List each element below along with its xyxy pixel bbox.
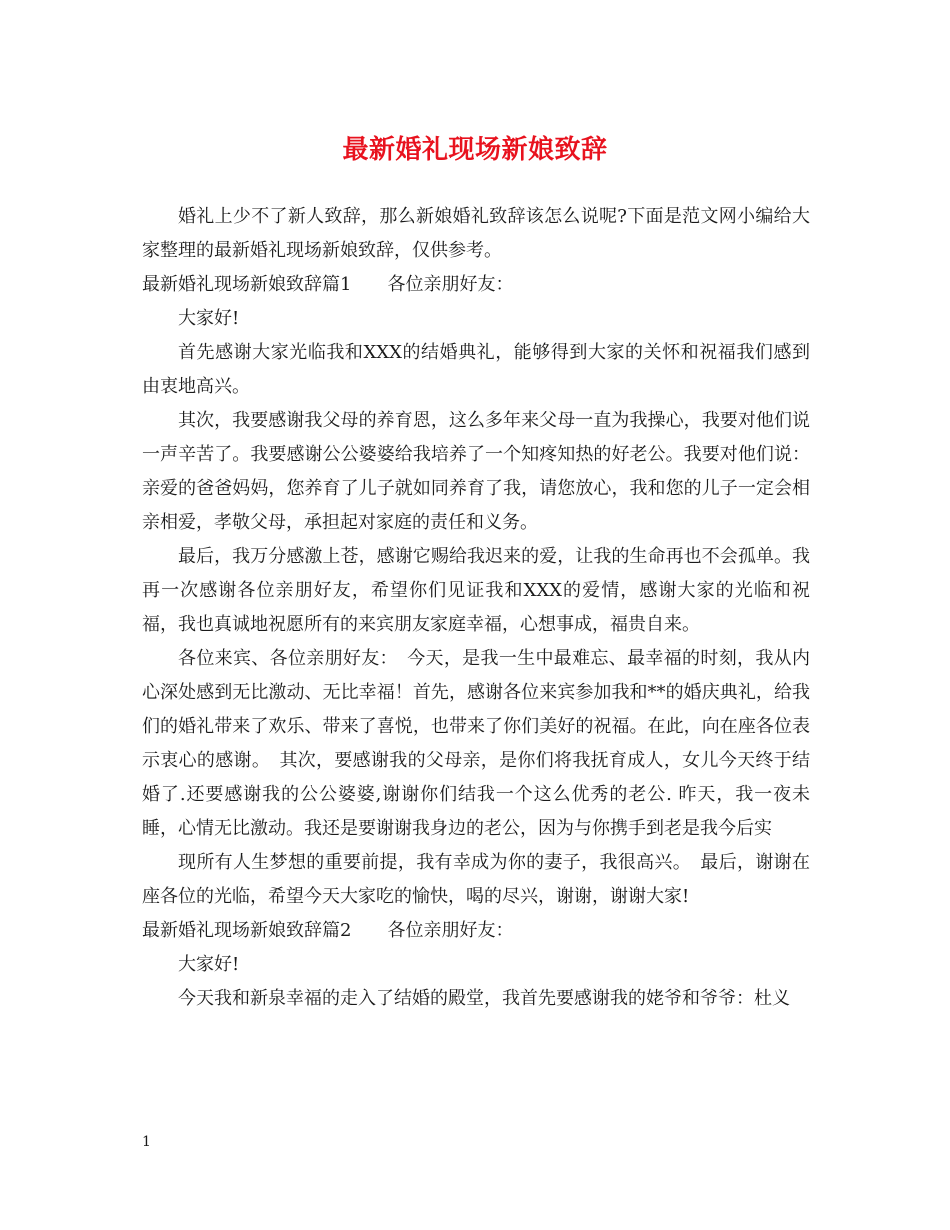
paragraph-greeting: 大家好! bbox=[178, 308, 240, 329]
paragraph: 现所有人生梦想的重要前提，我有幸成为你的妻子，我很高兴。 最后，谢谢在座各位的光临，希望今天大家吃的愉快，喝的尽兴，谢谢，谢谢大家! bbox=[142, 852, 810, 907]
paragraph: 今天我和新泉幸福的走入了结婚的殿堂，我首先要感谢我的姥爷和爷爷：杜义 bbox=[178, 988, 790, 1009]
paragraph-greeting: 大家好! bbox=[178, 954, 240, 975]
paragraph: 最后，我万分感激上苍，感谢它赐给我迟来的爱，让我的生命再也不会孤单。我再一次感谢各位亲朋好友，希望你们见证我和XXX的爱情，感谢大家的光临和祝福，我也真诚地祝愿所有的来宾朋友家庭幸福，心想事成，福贵自来。 bbox=[142, 546, 810, 635]
section-heading-1: 最新婚礼现场新娘致辞篇1 各位亲朋好友： bbox=[142, 274, 514, 295]
paragraph: 其次，我要感谢我父母的养育恩，这么多年来父母一直为我操心，我要对他们说一声辛苦了。我要感谢公公婆婆给我培养了一个知疼知热的好老公。我要对他们说：亲爱的爸爸妈妈，您养育了儿子就如同养育了我，请您放心，我和您的儿子一定会相亲相爱，孝敬父母，承担起对家庭的责任和义务。 bbox=[142, 410, 810, 533]
document-body bbox=[142, 200, 810, 1016]
page-number: 1 bbox=[142, 1134, 151, 1150]
paragraph: 首先感谢大家光临我和XXX的结婚典礼，能够得到大家的关怀和祝福我们感到由衷地高兴。 bbox=[142, 342, 810, 397]
paragraph-intro: 婚礼上少不了新人致辞，那么新娘婚礼致辞该怎么说呢?下面是范文网小编给大家整理的最新婚礼现场新娘致辞，仅供参考。 bbox=[142, 206, 810, 261]
paragraph: 各位来宾、各位亲朋好友： 今天，是我一生中最难忘、最幸福的时刻，我从内心深处感到无比激动、无比幸福！首先，感谢各位来宾参加我和**的婚庆典礼，给我们的婚礼带来了欢乐、带来了喜悦，也带来了你们美好的祝福。在此，向在座各位表示衷心的感谢。 其次，要感谢我的父母亲，是你们将我抚育成人，女儿今天终于结婚了.还要感谢我的公公婆婆,谢谢你们结我一个这么优秀的老公. 昨天，我一夜未睡，心情无比激动。我还是要谢谢我身边的老公，因为与你携手到老是我今后实 bbox=[142, 648, 810, 839]
section-heading-2: 最新婚礼现场新娘致辞篇2 各位亲朋好友： bbox=[142, 920, 514, 941]
document-title: 最新婚礼现场新娘致辞 bbox=[342, 135, 608, 165]
